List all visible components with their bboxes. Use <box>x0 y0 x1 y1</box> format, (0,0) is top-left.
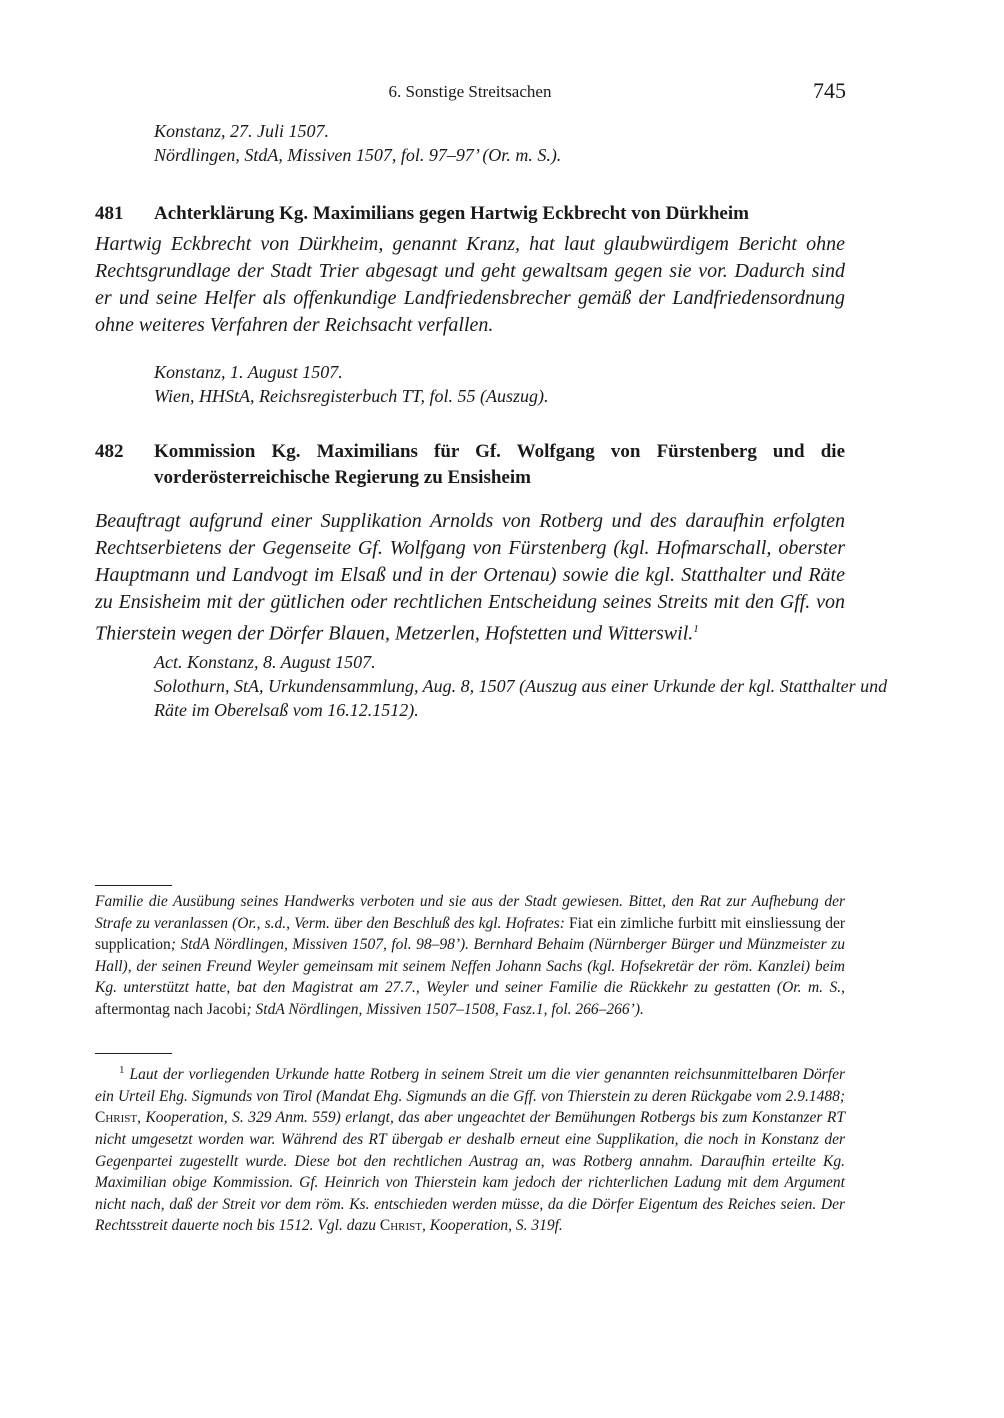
entry-source: Wien, HHStA, Reichsregisterbuch TT, fol. 55 (Auszug). <box>154 386 549 406</box>
entry-citation <box>95 650 904 722</box>
fn-text: Familie die Ausübung seines Handwerks verboten und sie aus der Stadt gewiesen. Bittet, den Rat zur Aufhebung der Strafe zu veranlassen (Or., s.d., Verm. über den Beschluß des kgl. Hofrates: <box>95 893 845 932</box>
entry-regest <box>95 508 845 648</box>
fn-quote: Fiat ein zimliche furbitt mit einsliessung der supplication <box>95 914 845 954</box>
entry-title: Achterklärung Kg. Maximilians gegen Hartwig Eckbrecht von Dürkheim <box>154 203 749 224</box>
entry-heading-481 <box>95 201 845 227</box>
entry-source: Solothurn, StA, Urkundensammlung, Aug. 8, 1507 (Auszug aus einer Urkunde der kgl. Statthalter und Räte im Oberelsaß vom 16.12.1512). <box>154 676 888 720</box>
regest-text: Beauftragt aufgrund einer Supplikation Arnolds von Rotberg und des daraufhin erfolgten Rechtserbietens der Gegenseite Gf. Wolfgang von Fürstenberg (kgl. Hofmarschall, oberster Hauptmann und Landvogt im Elsaß und in der Ortenau) sowie die kgl. Statthalter und Räte zu Ensisheim mit der gütlichen oder rechtlichen Entscheidung seines Streits mit den Gff. von Thierstein wegen der Dörfer Blauen, Metzerlen, Hofstetten und Witterswil. <box>95 510 845 645</box>
fn-text: ; StdA Nördlingen, Missiven 1507–1508, Fasz.1, fol. 266–266’). <box>246 1000 644 1018</box>
page-number: 745 <box>813 78 846 103</box>
entry-regest: Hartwig Eckbrecht von Dürkheim, genannt Kranz, hat laut glaubwürdigem Bericht ohne Rechtsgrundlage der Stadt Trier abgesagt und geht gewaltsam gegen sie vor. Dadurch sind er und seine Helfer als offenkundige Landfriedensbrecher gemäß der Landfriedensordnung ohne weiteres Verfahren der Reichsacht verfallen. <box>95 233 845 336</box>
entry-date: Act. Konstanz, 8. August 1507. <box>154 652 376 672</box>
entry-number: 482 <box>95 441 124 462</box>
entry-date: Konstanz, 27. Juli 1507. <box>154 121 330 141</box>
footnote-rule <box>95 1053 172 1054</box>
entry-date: Konstanz, 1. August 1507. <box>154 362 343 382</box>
fn-text: , Kooperation, S. 329 Anm. 559) erlangt, das aber ungeachtet der Bemühungen Rotbergs bis zum Konstanzer RT nicht umgesetzt worden war. Während des RT übergab er deshalb erneut eine Supplikation, die noch in Konstanz der Gegenpartei zugestellt wurde. Diese bot den rechtlichen Austrag an, was Rotberg annahm. Daraufhin erteilte Kg. Maximilian obige Kommission. Gf. Heinrich von Thierstein kam jedoch der richterlichen Ladung mit dem Argument nicht nach, daß der Streit vor dem röm. Ks. entschieden werden müsse, da die Dörfer Eigentum des Reiches seien. Der Rechtsstreit dauerte noch bis 1512. Vgl. dazu <box>95 1109 845 1235</box>
running-title: 6. Sonstige Streitsachen <box>388 82 552 101</box>
entry-heading-482 <box>95 439 845 491</box>
prev-entry-citation <box>95 119 904 167</box>
footnote-1 <box>95 1060 845 1237</box>
footnote-continuation <box>95 891 845 1021</box>
fn-author: Christ <box>379 1217 422 1235</box>
footnote-ref[interactable]: 1 <box>693 623 699 635</box>
entry-citation <box>95 360 904 408</box>
entry-title: Kommission Kg. Maximilians für Gf. Wolfgang von Fürstenberg und die vorderösterreichische Regierung zu Ensisheim <box>154 441 845 488</box>
entry-source: Nördlingen, StdA, Missiven 1507, fol. 97–97’ (Or. m. S.). <box>154 145 562 165</box>
footnote-rule <box>95 885 172 886</box>
fn-text: , Kooperation, S. 319f. <box>421 1217 563 1235</box>
footnote-mark: 1 <box>119 1064 125 1076</box>
fn-text: Laut der vorliegenden Urkunde hatte Rotberg in seinem Streit um die vier genannten reichsunmittelbaren Dörfer ein Urteil Ehg. Sigmunds von Tirol (Mandat Ehg. Sigmunds an die Gff. von Thierstein zu deren Rückgabe vom 2.9.1488; <box>95 1066 846 1105</box>
fn-text: ; StdA Nördlingen, Missiven 1507, fol. 98–98’). Bernhard Behaim (Nürnberger Bürger und Münzmeister zu Hall), der seinen Freund Weyler gemeinsam mit seinem Neffen Johann Sachs (kgl. Hofsekretär der röm. Kanzlei) beim Kg. unterstützt hatte, bat den Magistrat am 27.7., Weyler und seiner Familie die Rückkehr zu gestatten (Or. m. S., <box>95 936 845 997</box>
entry-number: 481 <box>95 203 124 224</box>
fn-author: Christ <box>95 1109 138 1127</box>
fn-quote: aftermontag nach Jacobi <box>95 1000 247 1018</box>
